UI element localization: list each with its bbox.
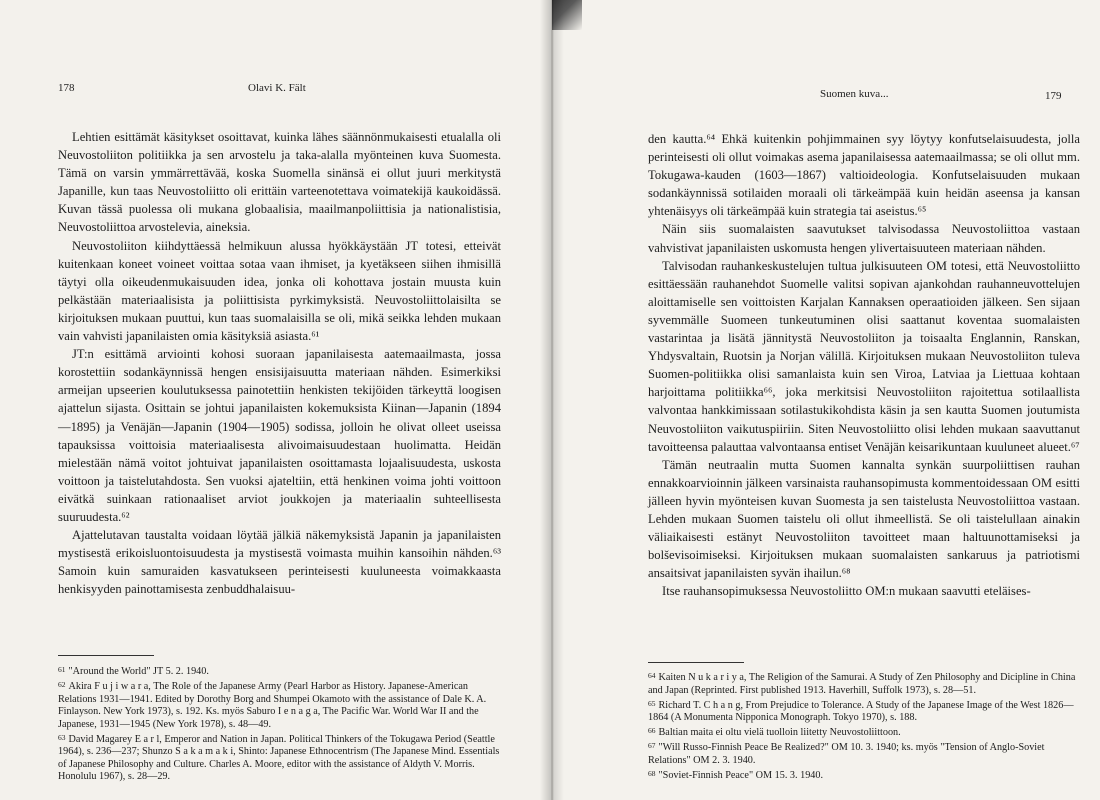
footnote <box>648 768 1080 783</box>
paragraph: Neuvostoliiton kiihdyttäessä helmikuun alussa hyökkäystään JT totesi, etteivät kuitenkaan koneet voineet voittaa sotaa vaan ihmiset, ja kyetäkseen siihen ihmisillä täytyi olla oikeudenmukaisuuden idea, jonka oli kohottava jostain muusta kuin pelkästään materiaalisista ja poliittisista pyrkimyksistä. Neuvostoliittolaisilta se kirjoituksen mukaan puuttui, kun taas suomalaisilla se oli, mikä seikka lehden mukaan vain vahvisti japanilaisten omia käsityksiä asiasta.⁶¹ <box>58 238 501 344</box>
footnote-text: "Soviet-Finnish Peace" OM 15. 3. 1940. <box>658 769 824 781</box>
scan-shadow-corner <box>552 0 582 30</box>
paragraph: Näin siis suomalaisten saavutukset talvisodassa Neuvostoliittoa vastaan vahvistivat japanilaisten uskomusta hengen ylivertaisuuteen materiaan nähden. <box>648 222 1080 255</box>
footnote <box>648 725 1080 740</box>
footnote-number: 62 <box>58 680 66 689</box>
right-page <box>552 0 1100 800</box>
footnote-number: 66 <box>648 726 656 735</box>
paragraph: Tämän neutraalin mutta Suomen kannalta synkän suurpoliittisen rauhan ennakkoarvioinnin jälkeen varsinaista rauhansopimusta kommentoidessaan OM esitti jälleen hyvin myönteisen kuvan Suomesta ja sen taistelusta Neuvostoliittoa vastaan. Lehden mukaan Suomen taistelu oli ollut ihmeellistä. Se oli taistelullaan ainakin väliaikaisesti estänyt Neuvostoliiton tavoitteet maan haltuunottamiseksi ja bolševisoimiseksi. Kirjoituksen mukaan suomalaisten sankaruus ja patriotismi ansaitsivat japanilaisten syvän ihailun.⁶⁸ <box>648 457 1080 581</box>
footnote-number: 64 <box>648 671 656 680</box>
footnote-rule <box>648 662 744 663</box>
footnote-text: "Around the World" JT 5. 2. 1940. <box>68 666 209 677</box>
footnotes <box>58 664 501 784</box>
running-head: Suomen kuva... <box>820 88 889 100</box>
footnote-number: 61 <box>58 665 66 674</box>
footnote <box>648 698 1080 725</box>
footnote <box>58 732 501 784</box>
paragraph: Ajattelutavan taustalta voidaan löytää jälkiä näkemyksistä Japanin ja japanilaisten mystisestä erikoisluontoisuudesta ja mystisestä voimasta muihin kansoihin nähden.⁶³ Samoin kuin samuraiden kasvatukseen perinteisesti kuuluneesta voimakkaasta henkisyyden painottamisesta zenbuddhalaisuu- <box>58 528 501 597</box>
footnote <box>648 740 1080 767</box>
footnote-number: 68 <box>648 768 656 778</box>
footnotes <box>648 670 1080 783</box>
footnote-number: 63 <box>58 732 66 742</box>
footnote-number: 65 <box>648 698 656 708</box>
footnote-text: Richard T. C h a n g, From Prejudice to Tolerance. A Study of the Japanese Image of the West 1826—1864 (A Monumenta Nipponica Monograph. Tokyo 1970), s. 188. <box>648 699 1074 723</box>
page-number: 179 <box>1045 90 1062 102</box>
footnote-text: David Magarey E a r l, Emperor and Nation in Japan. Political Thinkers of the Tokugawa Period (Seattle 1964), s. 236—237; Shunzo S a k a m a k i, Shinto: Japanese Ethnocentrism (The Japanese Mind. Essentials of Japanese Philosophy and Culture. Charles A. Moore, editor with the assistance of Aldyth V. Morris. Honolulu 1967), s. 28—29. <box>58 733 500 782</box>
paragraph: Itse rauhansopimuksessa Neuvostoliitto OM:n mukaan saavutti eteläises- <box>662 584 1031 599</box>
footnote-number: 67 <box>648 741 656 750</box>
footnote-text: "Will Russo-Finnish Peace Be Realized?" OM 10. 3. 1940; ks. myös "Tension of Anglo-Soviet Relations" OM 2. 3. 1940. <box>648 742 1045 766</box>
footnote <box>58 679 501 731</box>
footnote <box>58 664 501 679</box>
running-head: Olavi K. Fält <box>248 82 306 94</box>
body-text <box>58 128 501 598</box>
paragraph: Lehtien esittämät käsitykset osoittavat, kuinka lähes säännönmukaisesti etualalla oli Neuvostoliiton politiikka ja sen arvostelu ja taka-alalla myönteinen kuva Suomesta. Tämä on varsin ymmärrettävää, koska Suomella sinänsä ei ollut juuri merkitystä Japanille, kun taas Neuvostoliitto oli erittäin varteenotettava voimatekijä kaukoidässä. Kuvan tässä puolessa oli mukana globaalisia, maailmanpoliittisia ja nationalistisia, Neuvostoliittoa arvostelevia, aineksia. <box>58 130 501 235</box>
paragraph: den kautta.⁶⁴ Ehkä kuitenkin pohjimmainen syy löytyy konfutselaisuudesta, jolla perinteisesti oli ollut voimakas asema japanilaisessa aatemaailmassa; se oli ollut mm. Tokugawa-kauden (1603—1867) valtioideologia. Konfutselaisuuden mukaan sodankäynnissä sotilaiden moraali oli tärkeämpää kuin heidän aseensa ja kansan yhtenäisyys oli tärkeämpää kuin strategia tai aseistus.⁶⁵ <box>648 132 1080 219</box>
page-number: 178 <box>58 82 75 94</box>
footnote <box>648 670 1080 697</box>
footnote-text: Kaiten N u k a r i y a, The Religion of the Samurai. A Study of Zen Philosophy and Dicipline in China and Japan (Reprinted. First published 1913. Haverhill, Suffolk 1973), s. 28—51. <box>648 672 1076 696</box>
paragraph: Talvisodan rauhankeskustelujen tultua julkisuuteen OM totesi, että Neuvostoliitto esittäessään rauhanehdot Suomelle valitsi sopivan ajankohdan rauhanneuvottelujen aloittamiselle sen voittoisten Karjalan Kannaksen operaatioiden jälkeen. Sen sijaan syvemmälle Suomeen tunkeutuminen olisi saattanut koventaa suomalaisten vastarintaa ja lisätä jännitystä Neuvostoliiton ja toisaalta Englannin, Ranskan, Yhdysvaltain, Ruotsin ja Norjan välillä. Kirjoituksen mukaan Neuvostoliiton tuleva Suomen-politiikka olisi samanlaista kuin sen Viroa, Latviaa ja Liettuaa kohtaan harjoittama politiikka⁶⁶, joka merkitsisi Neuvostoliiton rajoitettua sotilaallista valvontaa hankkimissaan sotilastukikohdista käsin ja sen kautta Suomen joutumista Neuvostoliiton vaikutuspiiriin. Siten Neuvostoliitto olisi lehden mukaan saavuttanut tavoitteensa palauttaa valvontaansa entiset Venäjän keisarikuntaan kuuluneet alueet.⁶⁷ <box>648 258 1080 454</box>
footnote-text: Baltian maita ei oltu vielä tuolloin liitetty Neuvostoliittoon. <box>658 727 901 738</box>
paragraph: JT:n esittämä arviointi kohosi suoraan japanilaisesta aatemaailmasta, jossa korostettiin sodankäynnissä hengen ensisijaisuutta materiaan nähden. Esimerkiksi armeijan upseerien koulutuksessa painotettiin henkisten tekijöiden tärkeyttä loogisen ajattelun sijasta. Osittain se johtui japanilaisten kokemuksista Kiinan—Japanin (1894—1895) ja Venäjän—Japanin (1904—1905) sodissa, jolloin he olivat olleet useissa tapauksissa voittoisia materiaalisesta alivoimaisuudestaan huolimatta. Heidän mielestään nämä voitot johtuivat japanilaisten osoittamasta lojaalisuudesta, uskosta voittoon ja taistelutahdosta. Sen vuoksi ajateltiin, että henkinen voima johti voittoon eivätkä suinkaan rationaaliset arviot joukkojen ja materiaalin suhteellisesta suuruudesta.⁶² <box>58 347 501 524</box>
body-text <box>648 130 1080 600</box>
footnote-text: Akira F u j i w a r a, The Role of the Japanese Army (Pearl Harbor as History. Japanese-American Relations 1931—1941. Edited by Dorothy Borg and Shumpei Okamoto with the assistance of Dale K. A. Finlayson. New York 1973), s. 192. Ks. myös Saburo I e n a g a, The Pacific War. World War II and the Japanese, 1931—1945 (New York 1978), s. 48—49. <box>58 681 487 730</box>
footnote-rule <box>58 655 154 656</box>
